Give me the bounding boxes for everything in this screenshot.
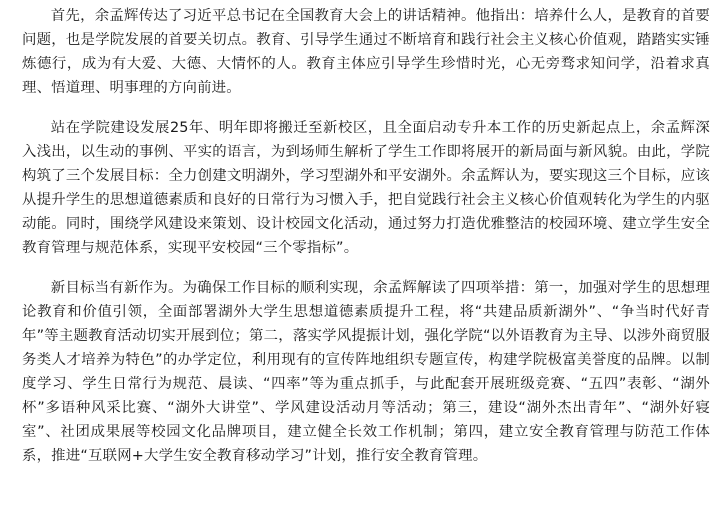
article-paragraph-3: 新目标当有新作为。为确保工作目标的顺利实现，余孟辉解读了四项举措：第一，加强对学生的思想理论教育和价值引领，全面部署湖外大学生思想道德素质提升工程，将“共建品质新湖外”、“争当时代好青年”等主题教育活动切实开展到位；第二，落实学风提振计划，强化学院“以外语教育为主导、以涉外商贸服务类人才培养为特色”的办学定位，利用现有的宣传阵地组织专题宣传，构建学院极富美誉度的品牌。以制度学习、学生日常行为规范、晨读、“四率”等为重点抓手，与此配套开展班级竞赛、“五四”表彰、“湖外杯”多语种风采比赛、“湖外大讲堂”、学风建设活动月等活动；第三，建设“湖外杰出青年”、“湖外好寝室”、社团成果展等校园文化品牌项目，建立健全长效工作机制；第四，建立安全教育管理与防范工作体系，推进“互联网+大学生安全教育移动学习”计划，推行安全教育管理。 [22,280,710,464]
article-paragraph-2: 站在学院建设发展25年、明年即将搬迁至新校区，且全面启动专升本工作的历史新起点上，余孟辉深入浅出，以生动的事例、平实的语言，为到场师生解析了学生工作即将展开的新局面与新风貌。由此，学院构筑了三个发展目标：全力创建文明湖外，学习型湖外和平安湖外。余孟辉认为，要实现这三个目标，应该从提升学生的思想道德素质和良好的日常行为习惯入手，把自觉践行社会主义核心价值观转化为学生的内驱动能。同时，围绕学风建设来策划、设计校园文化活动，通过努力打造优雅整洁的校园环境、建立学生安全教育管理与规范体系，实现平安校园“三个零指标”。 [22,120,710,256]
article-paragraph-1: 首先，余孟辉传达了习近平总书记在全国教育大会上的讲话精神。他指出：培养什么人，是教育的首要问题，也是学院发展的首要关切点。教育、引导学生通过不断培育和践行社会主义核心价值观，踏踏实实锤炼德行，成为有大爱、大德、大情怀的人。教育主体应引导学生珍惜时光，心无旁骛求知问学，沿着求真理、悟道理、明事理的方向前进。 [22,8,710,96]
